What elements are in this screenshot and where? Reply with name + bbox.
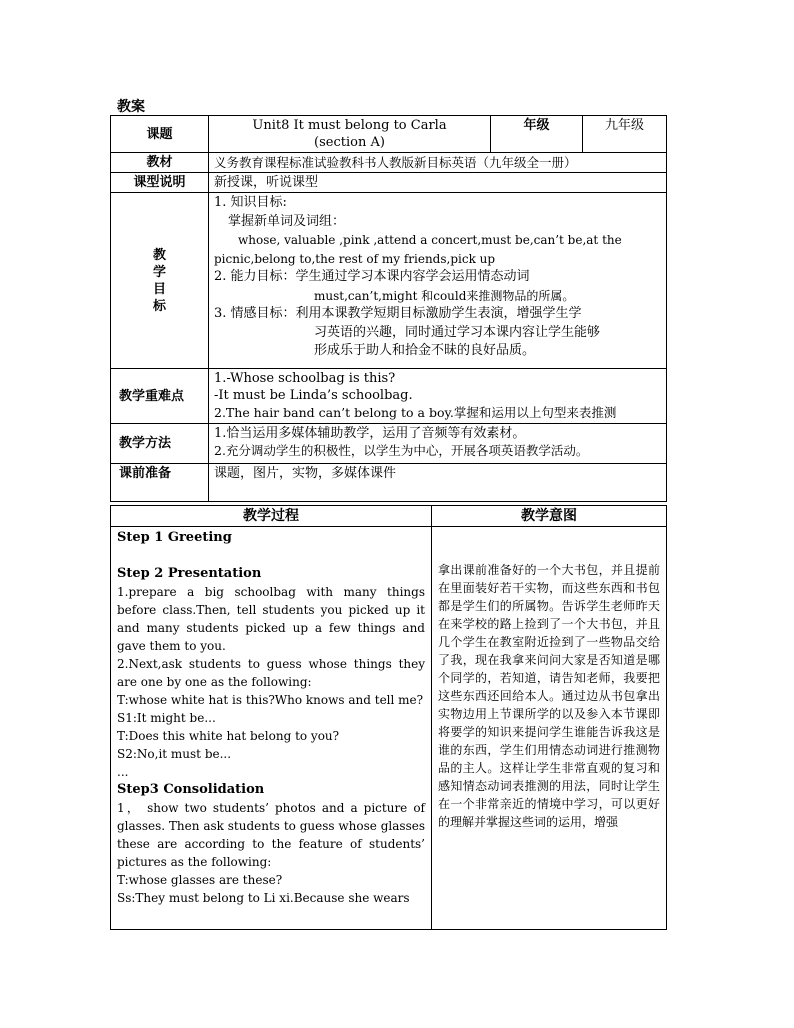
method-line-1: 1.恰当运用多媒体辅助教学，运用了音频等有效素材。 [214,426,526,441]
lesson-type-label: 课型说明 [111,173,209,193]
purpose-header: 教学意图 [432,506,667,527]
textbook-value: 义务教育课程标准试验教科书人教版新目标英语（九年级全一册） [209,153,667,173]
process-paragraph: ... [117,765,129,779]
methods-label: 教学方法 [111,424,209,464]
knowledge-goal-title: 1. 知识目标: [214,195,287,210]
prep-label: 课前准备 [111,464,209,502]
objectives-label-char: 学 [152,264,166,280]
process-content [111,527,432,930]
process-paragraph: S1:It might be... [117,711,216,725]
process-paragraph: 2.Next,ask students to guess whose things they are one by one as the following: [117,657,425,689]
purpose-content: 拿出课前准备好的一个大书包，并且提前在里面装好若干实物，而这些东西和书包都是学生们的所属物。告诉学生老师昨天在来学校的路上捡到了一个大书包，并且几个学生在教室附近捡到了一些物品交给了我，现在我拿来问问大家是否知道是哪个同学的，若知道，请告知老师，我要把这些东西还回给本人。通过边从书包拿出实物边用上节课所学的以及参入本节课即将要学的知识来提问学生谁能告诉我这是谁的东西，学生们用情态动词进行推测物品的主人。这样让学生非常直观的复习和感知情态动词表推测的用法，同时让学生在一个非常亲近的情境中学习，可以更好的理解并掌握这些词的运用，增强 [432,527,667,930]
step1-heading: Step 1 Greeting [117,530,232,545]
keypoint-line-2: -It must be Linda’s schoolbag. [214,388,413,403]
process-paragraph: 1， show two students’ photos and a picture of glasses. Then ask students to guess whose glasses these are according to the feature of students’ pictures as the following: [117,801,425,869]
objectives-content [209,193,667,369]
teaching-process-table [110,505,667,930]
process-paragraph: S2:No,it must be... [117,747,232,761]
lesson-type-value: 新授课，听说课型 [209,173,667,193]
process-paragraph: T:Does this white hat belong to you? [117,729,340,743]
process-header: 教学过程 [111,506,432,527]
keypoints-label: 教学重难点 [111,369,209,424]
keypoint-line-1: 1.-Whose schoolbag is this? [214,371,396,386]
emotion-goal-3: 形成乐于助人和拾金不昧的良好品质。 [314,343,536,358]
emotion-goal-1: 3. 情感目标：利用本课教学短期目标激励学生表演，增强学生学 [214,306,582,321]
emotion-goal-2: 习英语的兴趣，同时通过学习本课内容让学生能够 [314,324,601,340]
objectives-label-char: 教 [152,247,166,263]
keypoint-line-3: 2.The hair band can’t belong to a boy.掌握和运用以上句型来表推测 [214,405,617,420]
lesson-info-table [110,115,667,502]
objectives-label [111,193,209,369]
knowledge-words-1: whose, valuable ,pink ,attend a concert,must be,can’t be,at the [238,233,622,247]
ability-goal-2: must,can’t,might 和could来推测物品的所属。 [314,288,575,303]
objectives-label-char: 目 [152,281,166,297]
methods-content [209,424,667,464]
step3-heading: Step3 Consolidation [117,782,265,797]
objectives-label-char: 标 [152,298,166,314]
process-paragraph: 1.prepare a big schoolbag with many things before class.Then, tell students you picked up it and many students picked up a few things and gave them to you. [117,585,425,653]
knowledge-words-2: picnic,belong to,the rest of my friends,pick up [214,251,496,266]
prep-value: 课题，图片，实物，多媒体课件 [209,464,667,502]
grade-label: 年级 [491,116,583,153]
topic-label: 课题 [111,116,209,153]
textbook-label: 教材 [111,153,209,173]
topic-line-1: Unit8 It must belong to Carla [252,118,447,133]
document-title: 教案 [117,99,145,115]
topic-line-2: (section A) [314,135,385,150]
keypoints-content [209,369,667,424]
method-line-2: 2.充分调动学生的积极性，以学生为中心，开展各项英语教学活动。 [214,443,589,458]
grade-value: 九年级 [583,116,667,153]
process-paragraph: T:whose white hat is this?Who knows and tell me? [117,693,424,707]
ability-goal-1: 2. 能力目标：学生通过学习本课内容学会运用情态动词 [214,269,530,284]
knowledge-goal-sub: 掌握新单词及词组： [228,213,346,229]
step2-heading: Step 2 Presentation [117,566,262,581]
process-paragraph: T:whose glasses are these? [117,873,283,887]
process-paragraph: Ss:They must belong to Li xi.Because she wears [117,891,410,905]
topic-value [209,116,491,153]
